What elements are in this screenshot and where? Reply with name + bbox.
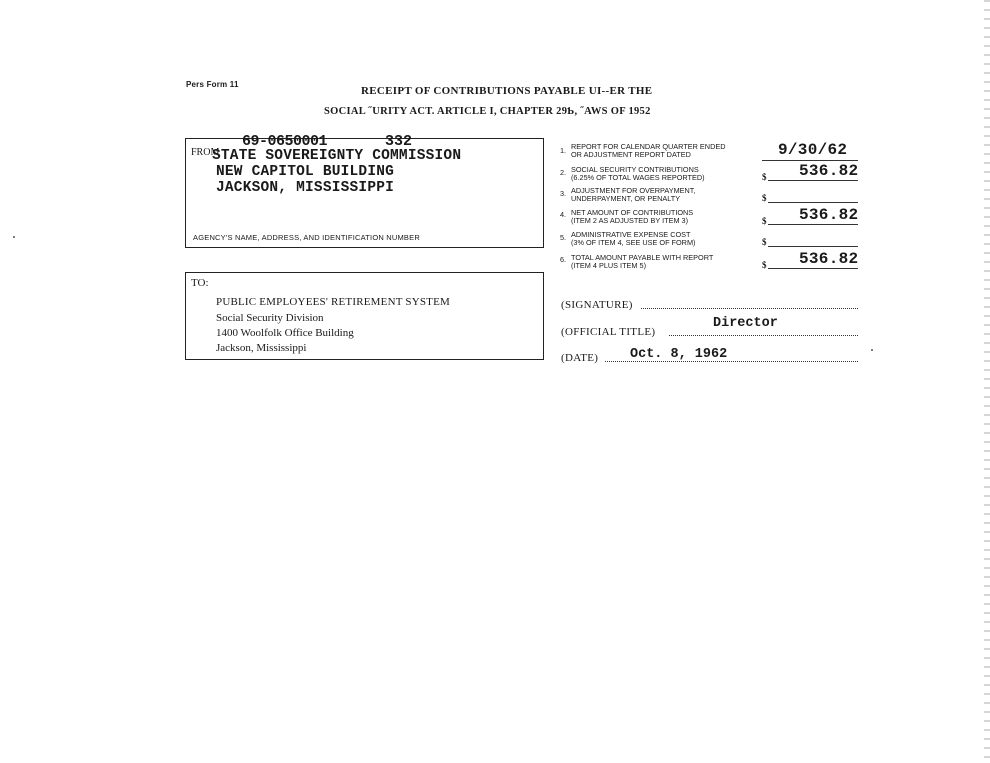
stray-mark [871, 349, 873, 351]
official-title-label: (OFFICIAL TITLE) [561, 326, 656, 338]
to-label: TO: [191, 277, 209, 289]
item-number: 1. [560, 146, 567, 155]
total-payable-value: 536.82 [799, 250, 859, 268]
item-number: 3. [560, 189, 567, 198]
dollar-sign: $ [762, 172, 767, 182]
agency-caption: AGENCY'S NAME, ADDRESS, AND IDENTIFICATION NUMBER [193, 233, 420, 242]
signature-label: (SIGNATURE) [561, 299, 633, 311]
dollar-sign: $ [762, 237, 767, 247]
agency-code: 332 [385, 133, 413, 150]
dollar-sign: $ [762, 193, 767, 203]
item-value-underline [762, 160, 858, 161]
recipient-line4: Jackson, Mississippi [216, 342, 307, 354]
stray-mark [13, 236, 15, 238]
item-label: NET AMOUNT OF CONTRIBUTIONS (ITEM 2 AS ADJUSTED BY ITEM 3) [571, 208, 694, 225]
document-title-line2: SOCIAL ˝URITY ACT. ARTICLE I, CHAPTER 29Ƅ, ˝AWS OF 1952 [324, 106, 651, 117]
official-title-underline [669, 335, 858, 336]
signature-underline [641, 308, 858, 309]
social-security-contributions-value: 536.82 [799, 162, 859, 180]
official-title-value: Director [713, 316, 778, 331]
item-label: REPORT FOR CALENDAR QUARTER ENDED OR ADJUSTMENT REPORT DATED [571, 142, 726, 159]
item-number: 6. [560, 255, 567, 264]
dollar-sign: $ [762, 216, 767, 226]
item-number: 4. [560, 210, 567, 219]
item-value-underline [768, 268, 858, 269]
dollar-sign: $ [762, 260, 767, 270]
item-label: ADJUSTMENT FOR OVERPAYMENT, UNDERPAYMENT, OR PENALTY [571, 186, 696, 203]
item-number: 2. [560, 168, 567, 177]
document-title-line1: RECEIPT OF CONTRIBUTIONS PAYABLE UI‐‐ER THE [361, 85, 653, 97]
item-label: TOTAL AMOUNT PAYABLE WITH REPORT (ITEM 4 PLUS ITEM 5) [571, 253, 714, 270]
agency-address-line1: NEW CAPITOL BUILDING [216, 164, 395, 180]
item-label: SOCIAL SECURITY CONTRIBUTIONS (6.25% OF TOTAL WAGES REPORTED) [571, 165, 705, 182]
form-id: Pers Form 11 [186, 80, 239, 89]
item-value-underline [768, 202, 858, 203]
recipient-line1: PUBLIC EMPLOYEES' RETIREMENT SYSTEM [216, 296, 450, 308]
item-number: 5. [560, 233, 567, 242]
item-value-underline [768, 246, 858, 247]
report-quarter-date-value: 9/30/62 [778, 141, 848, 159]
agency-identification-number: 69-0650001 [242, 133, 328, 150]
item-label: ADMINISTRATIVE EXPENSE COST (3% OF ITEM 4, SEE USE OF FORM) [571, 230, 696, 247]
item-value-underline [768, 180, 858, 181]
net-contributions-value: 536.82 [799, 206, 859, 224]
date-label: (DATE) [561, 352, 599, 364]
page-edge-dots [984, 0, 990, 763]
from-label: FROM [191, 147, 220, 158]
date-value: Oct. 8, 1962 [630, 347, 728, 362]
item-value-underline [768, 224, 858, 225]
agency-address-line2: JACKSON, MISSISSIPPI [216, 180, 395, 196]
recipient-line3: 1400 Woolfolk Office Building [216, 327, 354, 339]
agency-name: STATE SOVEREIGNTY COMMISSION [212, 148, 462, 164]
recipient-line2: Social Security Division [216, 312, 324, 324]
